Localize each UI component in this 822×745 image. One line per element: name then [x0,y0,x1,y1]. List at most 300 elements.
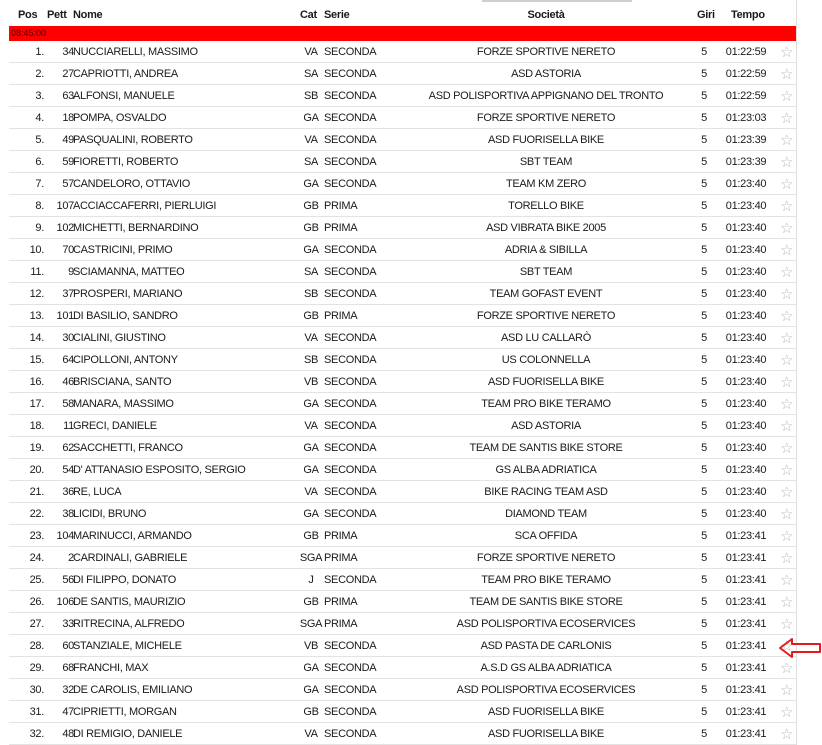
star-outline-icon[interactable]: ☆ [780,550,794,567]
row-pett: 57 [62,178,74,190]
row-tempo: 01:22:59 [725,68,767,80]
star-outline-icon[interactable]: ☆ [780,286,794,303]
row-pos: 6. [35,156,44,168]
row-societa: FORZE SPORTIVE NERETO [476,552,616,564]
row-tempo: 01:23:41 [725,662,767,674]
row-name: MARINUCCI, ARMANDO [73,530,192,542]
star-outline-icon[interactable]: ☆ [780,176,794,193]
row-tempo: 01:23:40 [725,508,767,520]
row-name: PROSPERI, MARIANO [73,288,183,300]
row-societa: ASD POLISPORTIVA APPIGNANO DEL TRONTO [428,90,664,102]
row-giri: 5 [701,222,707,234]
table-row[interactable] [9,85,796,107]
row-tempo: 01:22:59 [725,46,767,58]
row-tempo: 01:23:40 [725,200,767,212]
star-outline-icon[interactable]: ☆ [780,682,794,699]
row-cat: GB [303,222,319,234]
row-giri: 5 [701,134,707,146]
row-giri: 5 [701,200,707,212]
row-pos: 5. [35,134,44,146]
row-pos: 16. [29,376,44,388]
row-pett: 59 [62,156,74,168]
row-pett: 36 [62,486,74,498]
row-cat: VA [304,728,318,740]
row-name: LICIDI, BRUNO [73,508,147,520]
row-serie: SECONDA [324,354,377,366]
row-serie: SECONDA [324,398,377,410]
star-outline-icon[interactable]: ☆ [780,572,794,589]
row-serie: SECONDA [324,464,377,476]
row-name: FIORETTI, ROBERTO [73,156,179,168]
header-pos[interactable]: Pos [18,9,38,21]
row-cat: SB [303,288,319,300]
row-giri: 5 [701,46,707,58]
star-outline-icon[interactable]: ☆ [780,374,794,391]
table-row[interactable] [9,591,796,613]
row-pett: 56 [62,574,74,586]
row-pos: 2. [35,68,44,80]
row-tempo: 01:23:39 [725,156,767,168]
table-row[interactable] [9,459,796,481]
header-societa[interactable]: Società [527,9,565,21]
row-societa: FORZE SPORTIVE NERETO [476,310,616,322]
row-giri: 5 [701,728,707,740]
header-nome[interactable]: Nome [73,9,103,21]
row-societa: A.S.D GS ALBA ADRIATICA [480,662,612,674]
row-serie: SECONDA [324,332,377,344]
row-serie: SECONDA [324,178,377,190]
table-row[interactable] [9,129,796,151]
row-cat: GB [303,530,319,542]
row-cat: GA [303,684,319,696]
row-pos: 17. [29,398,44,410]
start-time-group-bar: 08:45:00 [9,26,796,41]
row-name: DI REMIGIO, DANIELE [73,728,183,740]
row-tempo: 01:23:40 [725,244,767,256]
row-pett: 33 [62,618,74,630]
row-name: CIALINI, GIUSTINO [73,332,166,344]
row-serie: SECONDA [324,662,377,674]
row-tempo: 01:23:40 [725,398,767,410]
row-serie: SECONDA [324,684,377,696]
row-serie: SECONDA [324,156,377,168]
row-giri: 5 [701,156,707,168]
table-body [9,41,796,745]
star-outline-icon[interactable]: ☆ [780,396,794,413]
row-giri: 5 [701,574,707,586]
row-serie: SECONDA [324,442,377,454]
row-pos: 31. [29,706,44,718]
row-name: CANDELORO, OTTAVIO [73,178,191,190]
row-giri: 5 [701,244,707,256]
table-row[interactable] [9,151,796,173]
row-pett: 38 [62,508,74,520]
row-tempo: 01:23:41 [725,552,767,564]
row-name: STANZIALE, MICHELE [73,640,182,652]
row-pett: 107 [56,200,74,212]
row-giri: 5 [701,90,707,102]
table-row[interactable] [9,679,796,701]
row-pett: 70 [62,244,74,256]
row-pos: 13. [29,310,44,322]
table-row[interactable] [9,173,796,195]
star-outline-icon[interactable]: ☆ [780,198,794,215]
table-row[interactable] [9,657,796,679]
row-tempo: 01:23:40 [725,376,767,388]
row-serie: PRIMA [324,222,358,234]
row-serie: SECONDA [324,508,377,520]
star-outline-icon[interactable]: ☆ [780,66,794,83]
table-row[interactable] [9,481,796,503]
row-cat: GA [303,442,319,454]
row-pett: 68 [62,662,74,674]
row-cat: VA [304,46,318,58]
star-outline-icon[interactable]: ☆ [780,616,794,633]
row-tempo: 01:23:41 [725,530,767,542]
star-outline-icon[interactable]: ☆ [780,638,794,655]
row-giri: 5 [701,266,707,278]
row-name: CIPRIETTI, MORGAN [73,706,177,718]
row-giri: 5 [701,486,707,498]
row-name: RITRECINA, ALFREDO [73,618,185,630]
table-row[interactable] [9,63,796,85]
row-pos: 30. [29,684,44,696]
row-pos: 19. [29,442,44,454]
row-cat: GB [303,706,319,718]
row-tempo: 01:23:40 [725,310,767,322]
row-name: DI FILIPPO, DONATO [73,574,176,586]
star-outline-icon[interactable]: ☆ [780,44,794,61]
row-name: DI BASILIO, SANDRO [73,310,178,322]
row-name: DE CAROLIS, EMILIANO [73,684,193,696]
row-cat: GB [303,200,319,212]
row-name: NUCCIARELLI, MASSIMO [73,46,198,58]
row-societa: ASD FUORISELLA BIKE [488,134,604,146]
row-name: CIPOLLONI, ANTONY [73,354,178,366]
row-serie: PRIMA [324,596,358,608]
table-row[interactable] [9,723,796,745]
header-serie[interactable]: Serie [324,9,350,21]
row-tempo: 01:23:40 [725,442,767,454]
row-pett: 106 [56,596,74,608]
row-tempo: 01:23:40 [725,178,767,190]
row-pos: 23. [29,530,44,542]
row-serie: SECONDA [324,90,377,102]
row-giri: 5 [701,464,707,476]
row-serie: SECONDA [324,640,377,652]
row-name: SACCHETTI, FRANCO [73,442,183,454]
row-serie: SECONDA [324,376,377,388]
row-tempo: 01:23:41 [725,706,767,718]
row-serie: PRIMA [324,552,358,564]
table-row[interactable] [9,305,796,327]
row-serie: SECONDA [324,574,377,586]
header-giri[interactable]: Giri [697,9,715,21]
table-row[interactable] [9,107,796,129]
row-pos: 14. [29,332,44,344]
star-outline-icon[interactable]: ☆ [780,462,794,479]
row-giri: 5 [701,508,707,520]
table-row[interactable] [9,525,796,547]
row-pos: 25. [29,574,44,586]
star-outline-icon[interactable]: ☆ [780,660,794,677]
table-row[interactable] [9,547,796,569]
table-row[interactable] [9,261,796,283]
row-societa: ASD POLISPORTIVA ECOSERVICES [456,684,636,696]
row-name: PASQUALINI, ROBERTO [73,134,193,146]
row-societa: ASD FUORISELLA BIKE [488,376,604,388]
star-outline-icon[interactable]: ☆ [780,440,794,457]
row-serie: SECONDA [324,46,377,58]
row-pett: 18 [62,112,74,124]
row-tempo: 01:23:41 [725,618,767,630]
row-cat: GA [303,508,319,520]
star-outline-icon[interactable]: ☆ [780,132,794,149]
table-row[interactable] [9,437,796,459]
row-societa: ASD VIBRATA BIKE 2005 [486,222,606,234]
row-societa: ASD POLISPORTIVA ECOSERVICES [456,618,636,630]
row-pos: 29. [29,662,44,674]
row-societa: BIKE RACING TEAM ASD [484,486,608,498]
row-tempo: 01:23:03 [725,112,767,124]
row-serie: SECONDA [324,134,377,146]
row-pett: 32 [62,684,74,696]
row-societa: TEAM GOFAST EVENT [489,288,603,300]
row-pett: 46 [62,376,74,388]
row-cat: GA [303,662,319,674]
row-giri: 5 [701,684,707,696]
row-tempo: 01:23:40 [725,222,767,234]
row-pos: 20. [29,464,44,476]
star-outline-icon[interactable]: ☆ [780,220,794,237]
star-outline-icon[interactable]: ☆ [780,154,794,171]
row-serie: SECONDA [324,266,377,278]
row-giri: 5 [701,618,707,630]
row-serie: PRIMA [324,530,358,542]
row-tempo: 01:23:41 [725,574,767,586]
row-cat: GA [303,464,319,476]
row-serie: PRIMA [324,200,358,212]
row-name: MICHETTI, BERNARDINO [73,222,199,234]
row-tempo: 01:23:41 [725,596,767,608]
row-giri: 5 [701,310,707,322]
row-cat: SB [303,90,319,102]
table-row[interactable] [9,613,796,635]
row-pett: 48 [62,728,74,740]
row-tempo: 01:23:41 [725,640,767,652]
row-name: CASTRICINI, PRIMO [73,244,173,256]
row-pos: 15. [29,354,44,366]
row-cat: SA [303,68,319,80]
table-row[interactable] [9,569,796,591]
row-societa: ASD PASTA DE CARLONIS [480,640,612,652]
table-row[interactable] [9,195,796,217]
results-table [9,0,797,745]
row-societa: SCA OFFIDA [514,530,578,542]
table-row[interactable] [9,635,796,657]
table-header [9,0,796,26]
row-pos: 21. [29,486,44,498]
row-serie: SECONDA [324,420,377,432]
row-societa: ASD FUORISELLA BIKE [488,706,604,718]
star-outline-icon[interactable]: ☆ [780,704,794,721]
row-serie: SECONDA [324,244,377,256]
header-tempo[interactable]: Tempo [731,9,765,21]
row-pos: 7. [35,178,44,190]
row-pos: 22. [29,508,44,520]
row-societa: ADRIA & SIBILLA [504,244,588,256]
header-cat[interactable]: Cat [300,9,317,21]
row-pos: 26. [29,596,44,608]
row-name: BRISCIANA, SANTO [73,376,172,388]
row-cat: SB [303,354,319,366]
row-pos: 3. [35,90,44,102]
row-pett: 62 [62,442,74,454]
row-societa: TEAM DE SANTIS BIKE STORE [469,596,623,608]
table-row[interactable] [9,239,796,261]
row-giri: 5 [701,640,707,652]
row-name: FRANCHI, MAX [73,662,149,674]
row-tempo: 01:23:40 [725,486,767,498]
row-societa: SBT TEAM [519,266,573,278]
table-row[interactable] [9,217,796,239]
row-cat: VA [304,486,318,498]
row-tempo: 01:23:40 [725,420,767,432]
row-pett: 9 [68,266,74,278]
row-name: SCIAMANNA, MATTEO [73,266,185,278]
star-outline-icon[interactable]: ☆ [780,88,794,105]
row-cat: SA [303,156,319,168]
row-pett: 58 [62,398,74,410]
star-outline-icon[interactable]: ☆ [780,506,794,523]
star-outline-icon[interactable]: ☆ [780,308,794,325]
table-row[interactable] [9,393,796,415]
row-pett: 104 [56,530,74,542]
row-name: RE, LUCA [73,486,122,498]
row-pett: 60 [62,640,74,652]
left-arrow-icon [778,637,822,659]
row-name: D' ATTANASIO ESPOSITO, SERGIO [73,464,246,476]
table-row[interactable] [9,371,796,393]
star-outline-icon[interactable]: ☆ [780,594,794,611]
row-societa: TEAM DE SANTIS BIKE STORE [469,442,623,454]
row-societa: FORZE SPORTIVE NERETO [476,112,616,124]
star-outline-icon[interactable]: ☆ [780,242,794,259]
table-row[interactable] [9,327,796,349]
row-pos: 11. [30,266,44,278]
table-row[interactable] [9,701,796,723]
row-pett: 63 [62,90,74,102]
star-outline-icon[interactable]: ☆ [780,110,794,127]
row-pett: 101 [56,310,74,322]
row-cat: J [308,574,314,586]
row-serie: SECONDA [324,68,377,80]
row-societa: DIAMOND TEAM [505,508,587,520]
row-tempo: 01:22:59 [725,90,767,102]
row-giri: 5 [701,112,707,124]
row-serie: SECONDA [324,706,377,718]
row-name: GRECI, DANIELE [73,420,157,432]
row-name: ACCIACCAFERRI, PIERLUIGI [73,200,217,212]
row-serie: SECONDA [324,288,377,300]
star-outline-icon[interactable]: ☆ [780,418,794,435]
row-giri: 5 [701,706,707,718]
table-row[interactable] [9,415,796,437]
row-pos: 4. [35,112,44,124]
row-pett: 27 [62,68,74,80]
star-outline-icon[interactable]: ☆ [780,484,794,501]
table-row[interactable] [9,503,796,525]
row-cat: GB [303,310,319,322]
header-pett[interactable]: Pett [47,9,67,21]
row-pos: 1. [35,46,44,58]
row-tempo: 01:23:41 [725,728,767,740]
row-pett: 64 [62,354,74,366]
row-serie: SECONDA [324,728,377,740]
row-pett: 11 [63,420,74,432]
row-societa: US COLONNELLA [501,354,591,366]
row-giri: 5 [701,332,707,344]
row-cat: GA [303,112,319,124]
row-pos: 8. [35,200,44,212]
row-cat: SGA [299,552,323,564]
star-outline-icon[interactable]: ☆ [780,726,794,743]
row-tempo: 01:23:39 [725,134,767,146]
row-societa: TEAM PRO BIKE TERAMO [481,398,611,410]
row-giri: 5 [701,530,707,542]
row-societa: TEAM PRO BIKE TERAMO [481,574,611,586]
row-giri: 5 [701,420,707,432]
row-tempo: 01:23:40 [725,354,767,366]
row-cat: SGA [299,618,323,630]
row-societa: ASD LU CALLARÒ [501,332,591,344]
row-name: MANARA, MASSIMO [73,398,174,410]
row-giri: 5 [701,68,707,80]
row-cat: GB [303,596,319,608]
star-outline-icon[interactable]: ☆ [780,528,794,545]
row-pett: 54 [62,464,74,476]
row-name: POMPA, OSVALDO [73,112,167,124]
row-giri: 5 [701,354,707,366]
row-societa: GS ALBA ADRIATICA [495,464,597,476]
row-cat: VA [304,420,318,432]
row-cat: VA [304,332,318,344]
star-outline-icon[interactable]: ☆ [780,330,794,347]
row-name: CARDINALI, GABRIELE [73,552,188,564]
table-row[interactable] [9,283,796,305]
row-pett: 49 [62,134,74,146]
row-pos: 10. [29,244,44,256]
row-pos: 32. [29,728,44,740]
row-pett: 30 [62,332,74,344]
star-outline-icon[interactable]: ☆ [780,264,794,281]
star-outline-icon[interactable]: ☆ [780,352,794,369]
row-cat: VB [303,640,319,652]
row-tempo: 01:23:41 [725,684,767,696]
table-row[interactable] [9,349,796,371]
row-tempo: 01:23:40 [725,266,767,278]
table-row[interactable] [9,41,796,63]
row-cat: VB [303,376,319,388]
row-societa: SBT TEAM [519,156,573,168]
row-giri: 5 [701,376,707,388]
row-serie: PRIMA [324,310,358,322]
row-pett: 34 [62,46,74,58]
row-societa: TORELLO BIKE [508,200,584,212]
row-societa: ASD FUORISELLA BIKE [488,728,604,740]
row-cat: GA [303,178,319,190]
row-giri: 5 [701,178,707,190]
